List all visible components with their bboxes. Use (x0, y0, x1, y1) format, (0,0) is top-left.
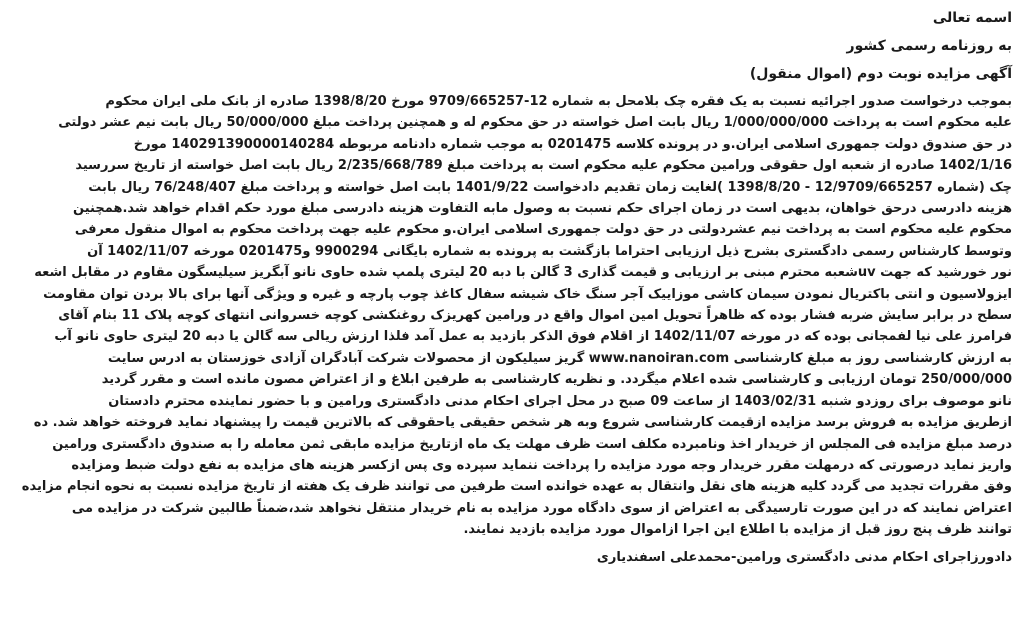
body-line: اعتراض نمایند که در این صورت تارسیدگی به اعتراض از سوی دادگاه مورد مزایده به نام خریدار منتقل نخواهد شد،ضمناً طالبین شرکت در مزایده می (71, 500, 1012, 516)
body-line: سطح در برابر سایش ضربه فشار بوده که ظاهراً تحویل امین اموال واقع در ورامین کهریزک روغنکشی کوچه خسروانی انتهای کوچه پلاک 11 بنام آقای (58, 308, 1012, 324)
body-line: ازطریق مزایده به فروش برسد مزایده ازقیمت کارشناسی شروع وبه هر شخص حقیقی یاحقوقی که بالاترین قیمت را پیشنهاد نماید فروخته خواهد شد. ده (33, 415, 1012, 431)
body-line: هزینه دادرسی درحق خواهان، بدیهی است در زمان اجرای حکم نسبت به وصول مابه التفاوت هزینه دادرسی مبلغ مورد حکم اقدام خواهد شد.همچنین (73, 201, 1012, 217)
body-line: در حق صندوق دولت جمهوری اسلامی ایران.و در پرونده کلاسه 0201475 به موجب شماره دادنامه مربوطه 140291390000140284 مورخ (133, 136, 1012, 152)
body-line: 1402/1/16 صادره از شعبه اول حقوقی ورامین محکوم علیه محکوم است به پرداخت مبلغ 2/235/668/789 ریال بابت اصل خواسته از تاریخ سررسید (75, 158, 1012, 174)
body-line: چک (شماره 12/9709/665257 - 1398/8/20 )لغایت زمان تقدیم دادخواست 1401/9/22 بابت اصل خواسته و پرداخت مبلغ 76/248/407 ریال بابت (88, 179, 1012, 195)
body-line: وفق مقررات تجدید می گردد کلیه هزینه های نقل وانتقال به عهده خوانده است طرفین می توانند ظرف یک هفته از تاریخ مزایده نسبت به نحوه انجام مزایده (21, 479, 1012, 495)
body-line: واریز نماید درصورتی که درمهلت مقرر خریدار وجه مورد مزایده را پرداخت ننماید سپرده وی پس ازکسر هزینه های مزایده به نفع دولت ضبط ومزایده (71, 457, 1012, 473)
body-line: 250/000/000 تومان ارزیابی و کارشناسی شده اعلام میگردد. و نظریه کارشناسی به طرفین ابلاغ و از اعتراض مصون مانده است و مقرر گردید (101, 372, 1012, 388)
notice-body (10, 91, 1012, 541)
body-line: نانو موصوف برای روزدو شنبه 1403/02/31 از ساعت 09 صبح در محل اجرای احکام مدنی دادگستری ورامین و با حضور نماینده محترم دادستان (108, 393, 1012, 409)
body-line: ایزولاسیون و انتی باکتریال نمودن سیمان کاشی موزاییک آجر سنگ خاک شیشه سفال کاغذ چوب پارچه و غیره و ویژگی آنها برای بالا بردن توان مقاومت (43, 286, 1012, 302)
body-line: فرامرز علی نیا لفمجانی بوده که در مورخه 1402/11/07 از اقلام فوق الذکر بازدید به عمل آمد فلذا ارزش ریالی سه گالن یا دبه 20 لیتری حاوی نانو آب (54, 329, 1012, 345)
body-line: علیه محکوم است به پرداخت 1/000/000/000 ریال بابت اصل خواسته در حق محکوم له و همچنین پرداخت مبلغ 50/000/000 ریال بابت نیم عشر دولتی (58, 115, 1012, 131)
body-line: درصد مبلغ مزایده فی المجلس از خریدار اخذ ونامبرده مکلف است ظرف مهلت یک ماه ازتاریخ مزایده مابقی ثمن معامله را به صندوق دادگستری ورامین (52, 436, 1012, 452)
body-line: به ارزش کارشناسی روز به مبلغ کارشناسی www.nanoiran.com گریز سیلیکون از محصولات شرکت آبادگران آزادی خوزستان به ادرس سایت (107, 350, 1012, 366)
invocation-heading: اسمه تعالی (932, 10, 1012, 26)
recipient-heading: به روزنامه رسمی کشور (846, 38, 1012, 54)
body-line: نور خورشید که جهت uvشعبه محترم مبنی بر ارزیابی و قیمت گذاری 3 گالن با دبه 20 لیتری پلمپ شده حاوی نانو آبگریز سیلیسگون مقاوم در مقابل اشعه (34, 265, 1012, 281)
body-line: وتوسط کارشناس رسمی دادگستری بشرح ذیل ارزیابی احتراما بازگشت به پرونده به شماره بایگانی 9900294 و0201475 مورخه 1402/11/07 آن (87, 243, 1012, 259)
signature-line: دادورزاجرای احکام مدنی دادگستری ورامین-محمدعلی اسفندیاری (596, 549, 1012, 565)
notice-title: آگهی مزایده نوبت دوم (اموال منقول) (749, 66, 1012, 82)
body-line: محکوم علیه محکوم است به پرداخت نیم عشردولتی در حق دولت جمهوری اسلامی ایران.و محکوم علیه جهت پرداخت محکوم به اموال منقول معرفی (74, 222, 1012, 238)
body-line: توانند ظرف پنج روز قبل از مزایده با اطلاع این اجرا ازاموال مورد مزایده بازدید نمایند. (463, 522, 1012, 538)
body-line: بموجب درخواست صدور اجرائیه نسبت به یک فقره چک بلامحل به شماره 12-9709/665257 مورخ 1398/8/20 صادره از بانک ملی ایران محکوم (105, 94, 1012, 109)
